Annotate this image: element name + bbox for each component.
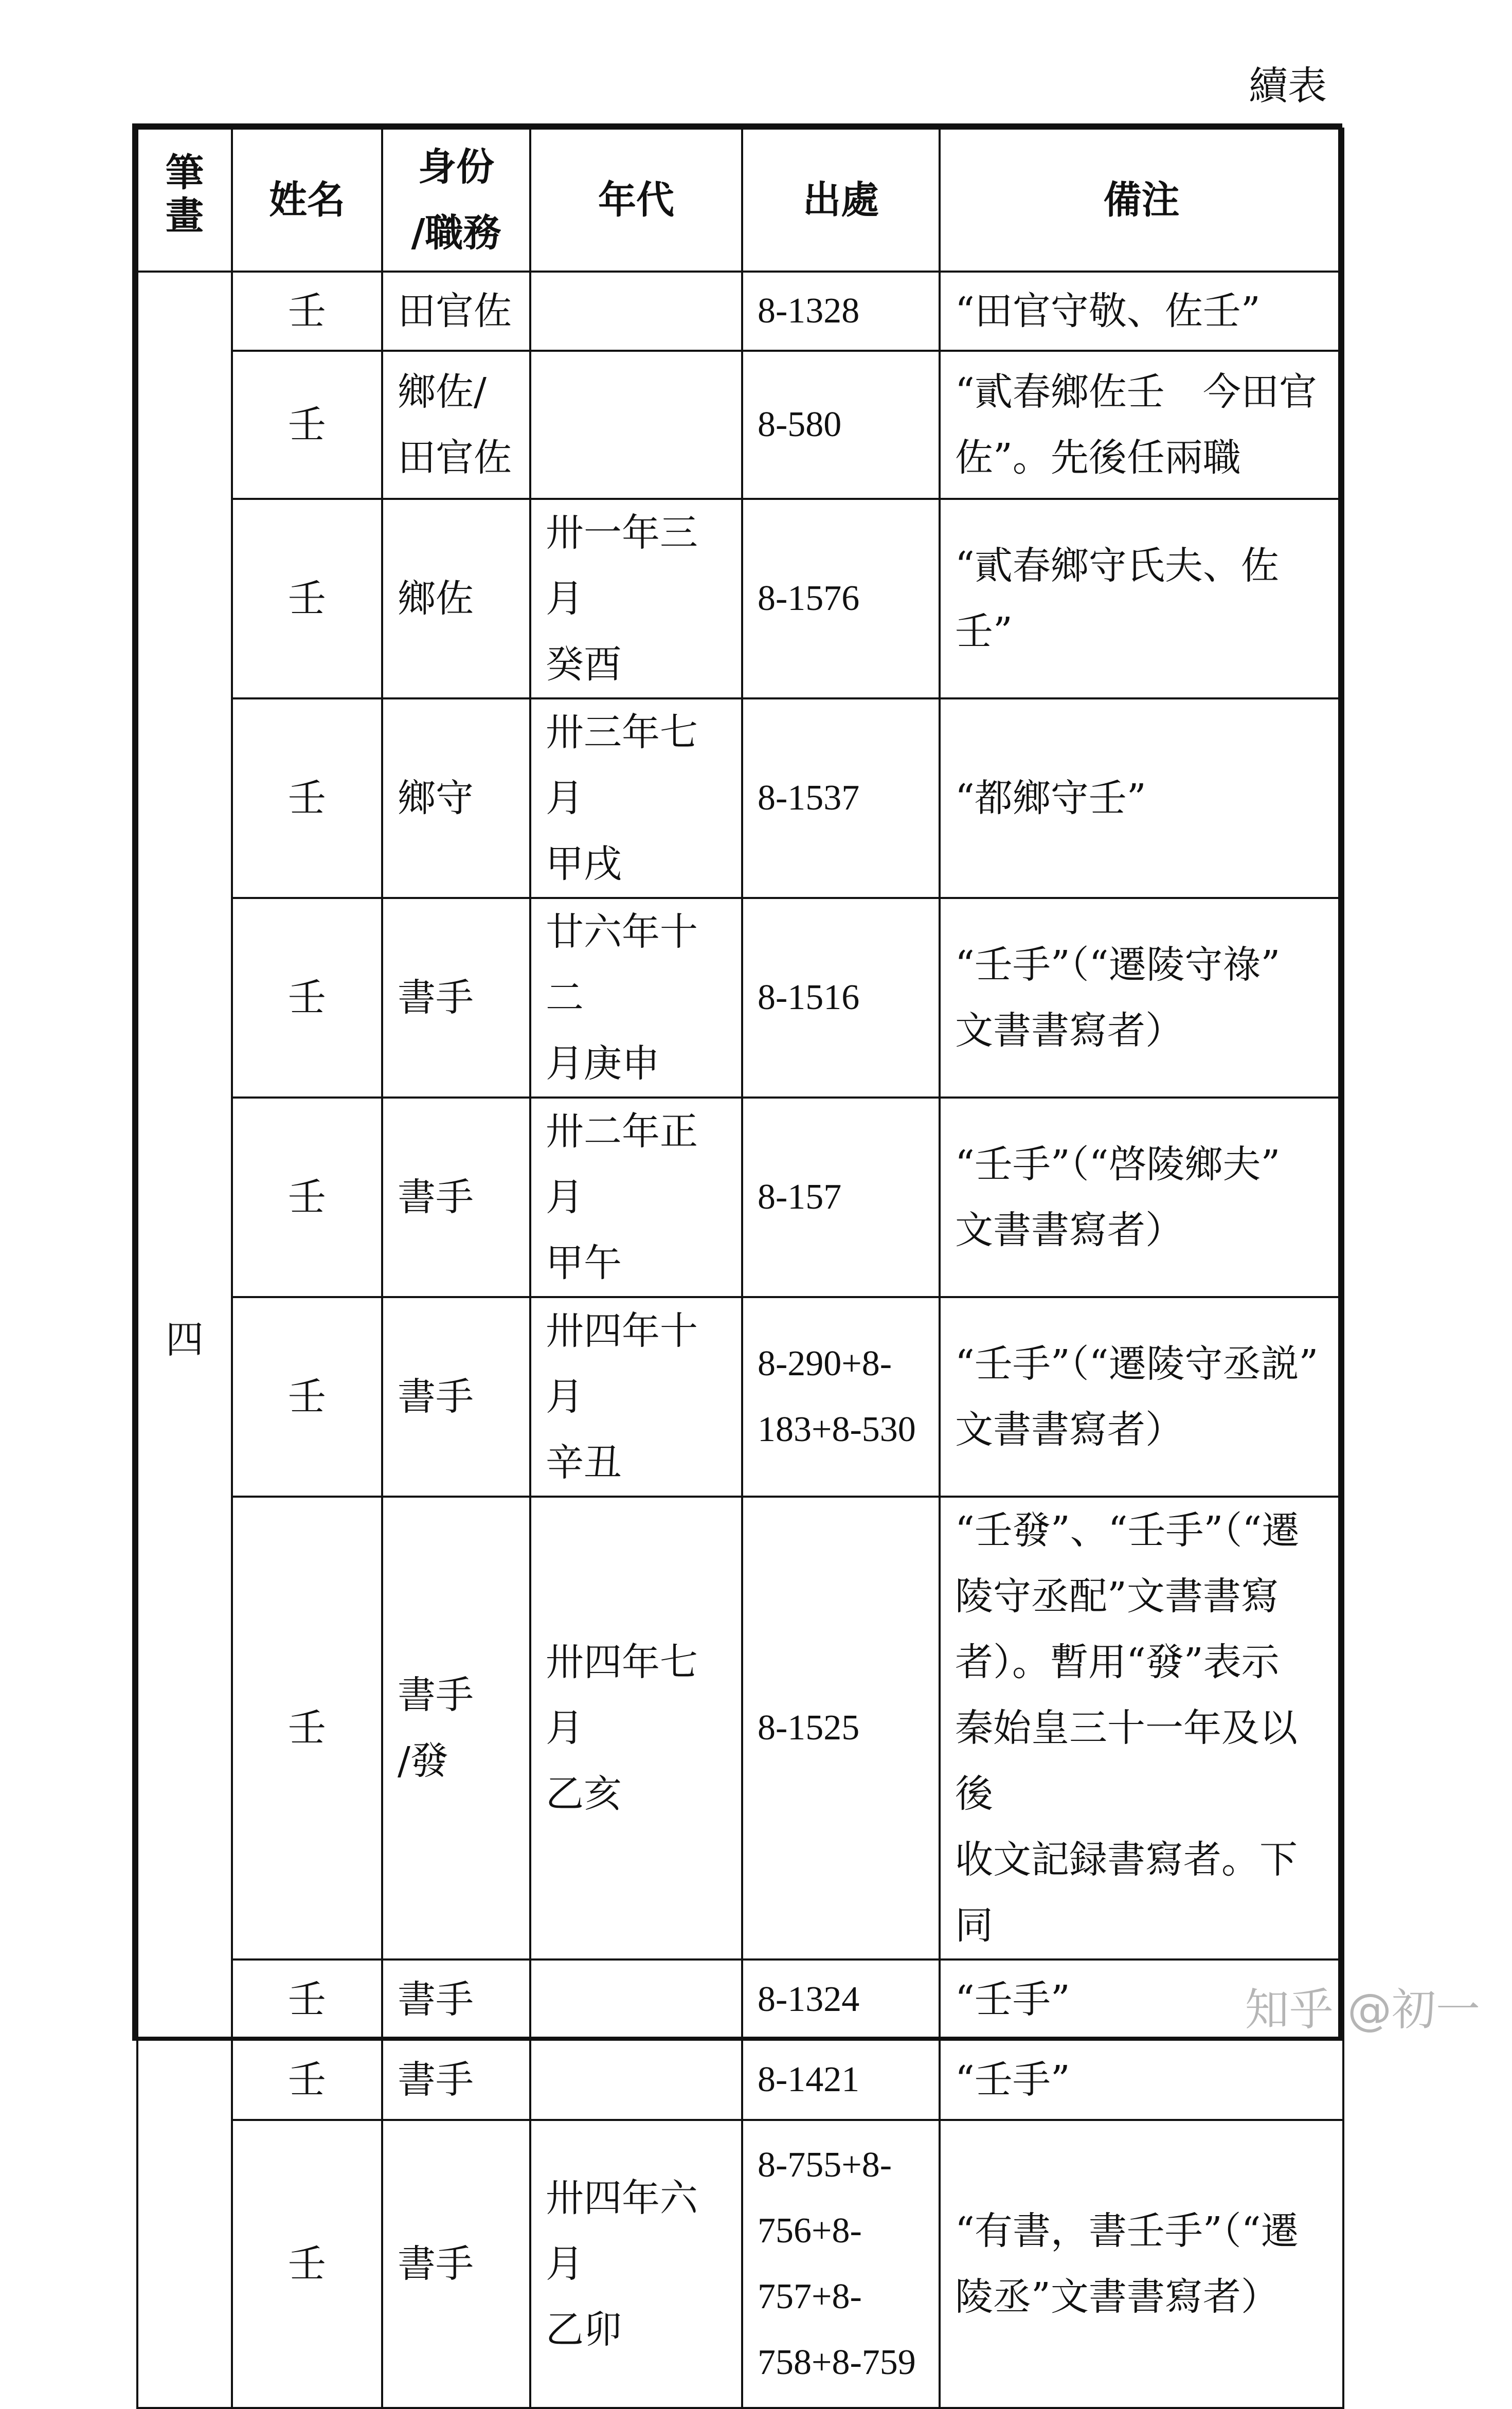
source-cell: 8-1421 [742, 2040, 940, 2120]
role-cell: 鄉佐/ 田官佐 [382, 351, 530, 499]
table-row [137, 1098, 1343, 1297]
note-cell: “貳春鄉守氏夫、佐壬” [940, 499, 1343, 698]
era-cell [530, 272, 742, 351]
header-stroke-count: 筆畫 [137, 129, 232, 272]
header-name: 姓名 [232, 129, 382, 272]
note-cell: “壬手”（“啓陵鄉夫” 文書書寫者） [940, 1098, 1343, 1297]
name-cell: 壬 [232, 499, 382, 698]
source-cell: 8-1328 [742, 272, 940, 351]
source-cell: 8-157 [742, 1098, 940, 1297]
table-row [137, 1959, 1343, 2040]
official-register-table [132, 123, 1342, 2382]
era-cell: 卅二年正月 甲午 [530, 1098, 742, 1297]
role-cell: 書手 [382, 1098, 530, 1297]
era-cell [530, 1959, 742, 2040]
note-cell: “壬手” [940, 2040, 1343, 2120]
continued-table-caption: 續表 [1249, 63, 1327, 109]
role-cell: 鄉佐 [382, 499, 530, 698]
name-cell: 壬 [232, 1297, 382, 1497]
note-cell: “田官守敬、佐壬” [940, 272, 1343, 351]
era-cell: 卅一年三月 癸酉 [530, 499, 742, 698]
stroke-count-cell: 四 [137, 272, 232, 2408]
header-era: 年代 [530, 129, 742, 272]
role-cell: 鄉守 [382, 698, 530, 898]
role-cell: 書手 [382, 2040, 530, 2120]
note-cell: “都鄉守壬” [940, 698, 1343, 898]
header-note: 備注 [940, 129, 1343, 272]
table-row [137, 698, 1343, 898]
source-cell: 8-580 [742, 351, 940, 499]
header-row [137, 129, 1343, 272]
source-cell: 8-1525 [742, 1497, 940, 1959]
note-cell: “壬發”、“壬手”（“遷 陵守丞配”文書書寫 者）。暫用“發”表示 秦始皇三十一年及以後 收文記録書寫者。下同 [940, 1497, 1343, 1959]
name-cell: 壬 [232, 2040, 382, 2120]
source-cell: 8-1324 [742, 1959, 940, 2040]
name-cell: 壬 [232, 1497, 382, 1959]
name-cell: 壬 [232, 1959, 382, 2040]
header-source: 出處 [742, 129, 940, 272]
table-row [137, 272, 1343, 351]
era-cell [530, 2040, 742, 2120]
note-cell: “貳春鄉佐壬 今田官 佐”。先後任兩職 [940, 351, 1343, 499]
role-cell: 書手 [382, 1959, 530, 2040]
header-role: 身份 /職務 [382, 129, 530, 272]
era-cell: 卅四年十月 辛丑 [530, 1297, 742, 1497]
name-cell: 壬 [232, 898, 382, 1098]
role-cell: 書手 [382, 2120, 530, 2408]
note-cell: “壬手”（“遷陵守祿” 文書書寫者） [940, 898, 1343, 1098]
era-cell: 廿六年十二 月庚申 [530, 898, 742, 1098]
table-row [137, 2040, 1343, 2120]
era-cell: 卅四年六月 乙卯 [530, 2120, 742, 2408]
role-cell: 書手 [382, 1297, 530, 1497]
era-cell [530, 351, 742, 499]
name-cell: 壬 [232, 272, 382, 351]
source-cell: 8-290+8- 183+8-530 [742, 1297, 940, 1497]
source-cell: 8-1576 [742, 499, 940, 698]
era-cell: 卅四年七月 乙亥 [530, 1497, 742, 1959]
role-cell: 書手 /發 [382, 1497, 530, 1959]
table-row [137, 1497, 1343, 1959]
note-cell: “壬手”（“遷陵守丞説” 文書書寫者） [940, 1297, 1343, 1497]
note-cell: “壬手” [940, 1959, 1343, 2040]
name-cell: 壬 [232, 2120, 382, 2408]
note-cell: “有書，書壬手”（“遷 陵丞”文書書寫者） [940, 2120, 1343, 2408]
source-cell: 8-1516 [742, 898, 940, 1098]
era-cell: 卅三年七月 甲戌 [530, 698, 742, 898]
name-cell: 壬 [232, 698, 382, 898]
role-cell: 田官佐 [382, 272, 530, 351]
name-cell: 壬 [232, 351, 382, 499]
watermark: 知乎 @初一 [1245, 1984, 1480, 2036]
table-row [137, 898, 1343, 1098]
data-table [136, 128, 1344, 2409]
table-body [137, 272, 1343, 2408]
source-cell: 8-755+8- 756+8- 757+8- 758+8-759 [742, 2120, 940, 2408]
source-cell: 8-1537 [742, 698, 940, 898]
table-row [137, 351, 1343, 499]
role-cell: 書手 [382, 898, 530, 1098]
table-row [137, 2120, 1343, 2408]
table-row [137, 1297, 1343, 1497]
table-row [137, 499, 1343, 698]
name-cell: 壬 [232, 1098, 382, 1297]
